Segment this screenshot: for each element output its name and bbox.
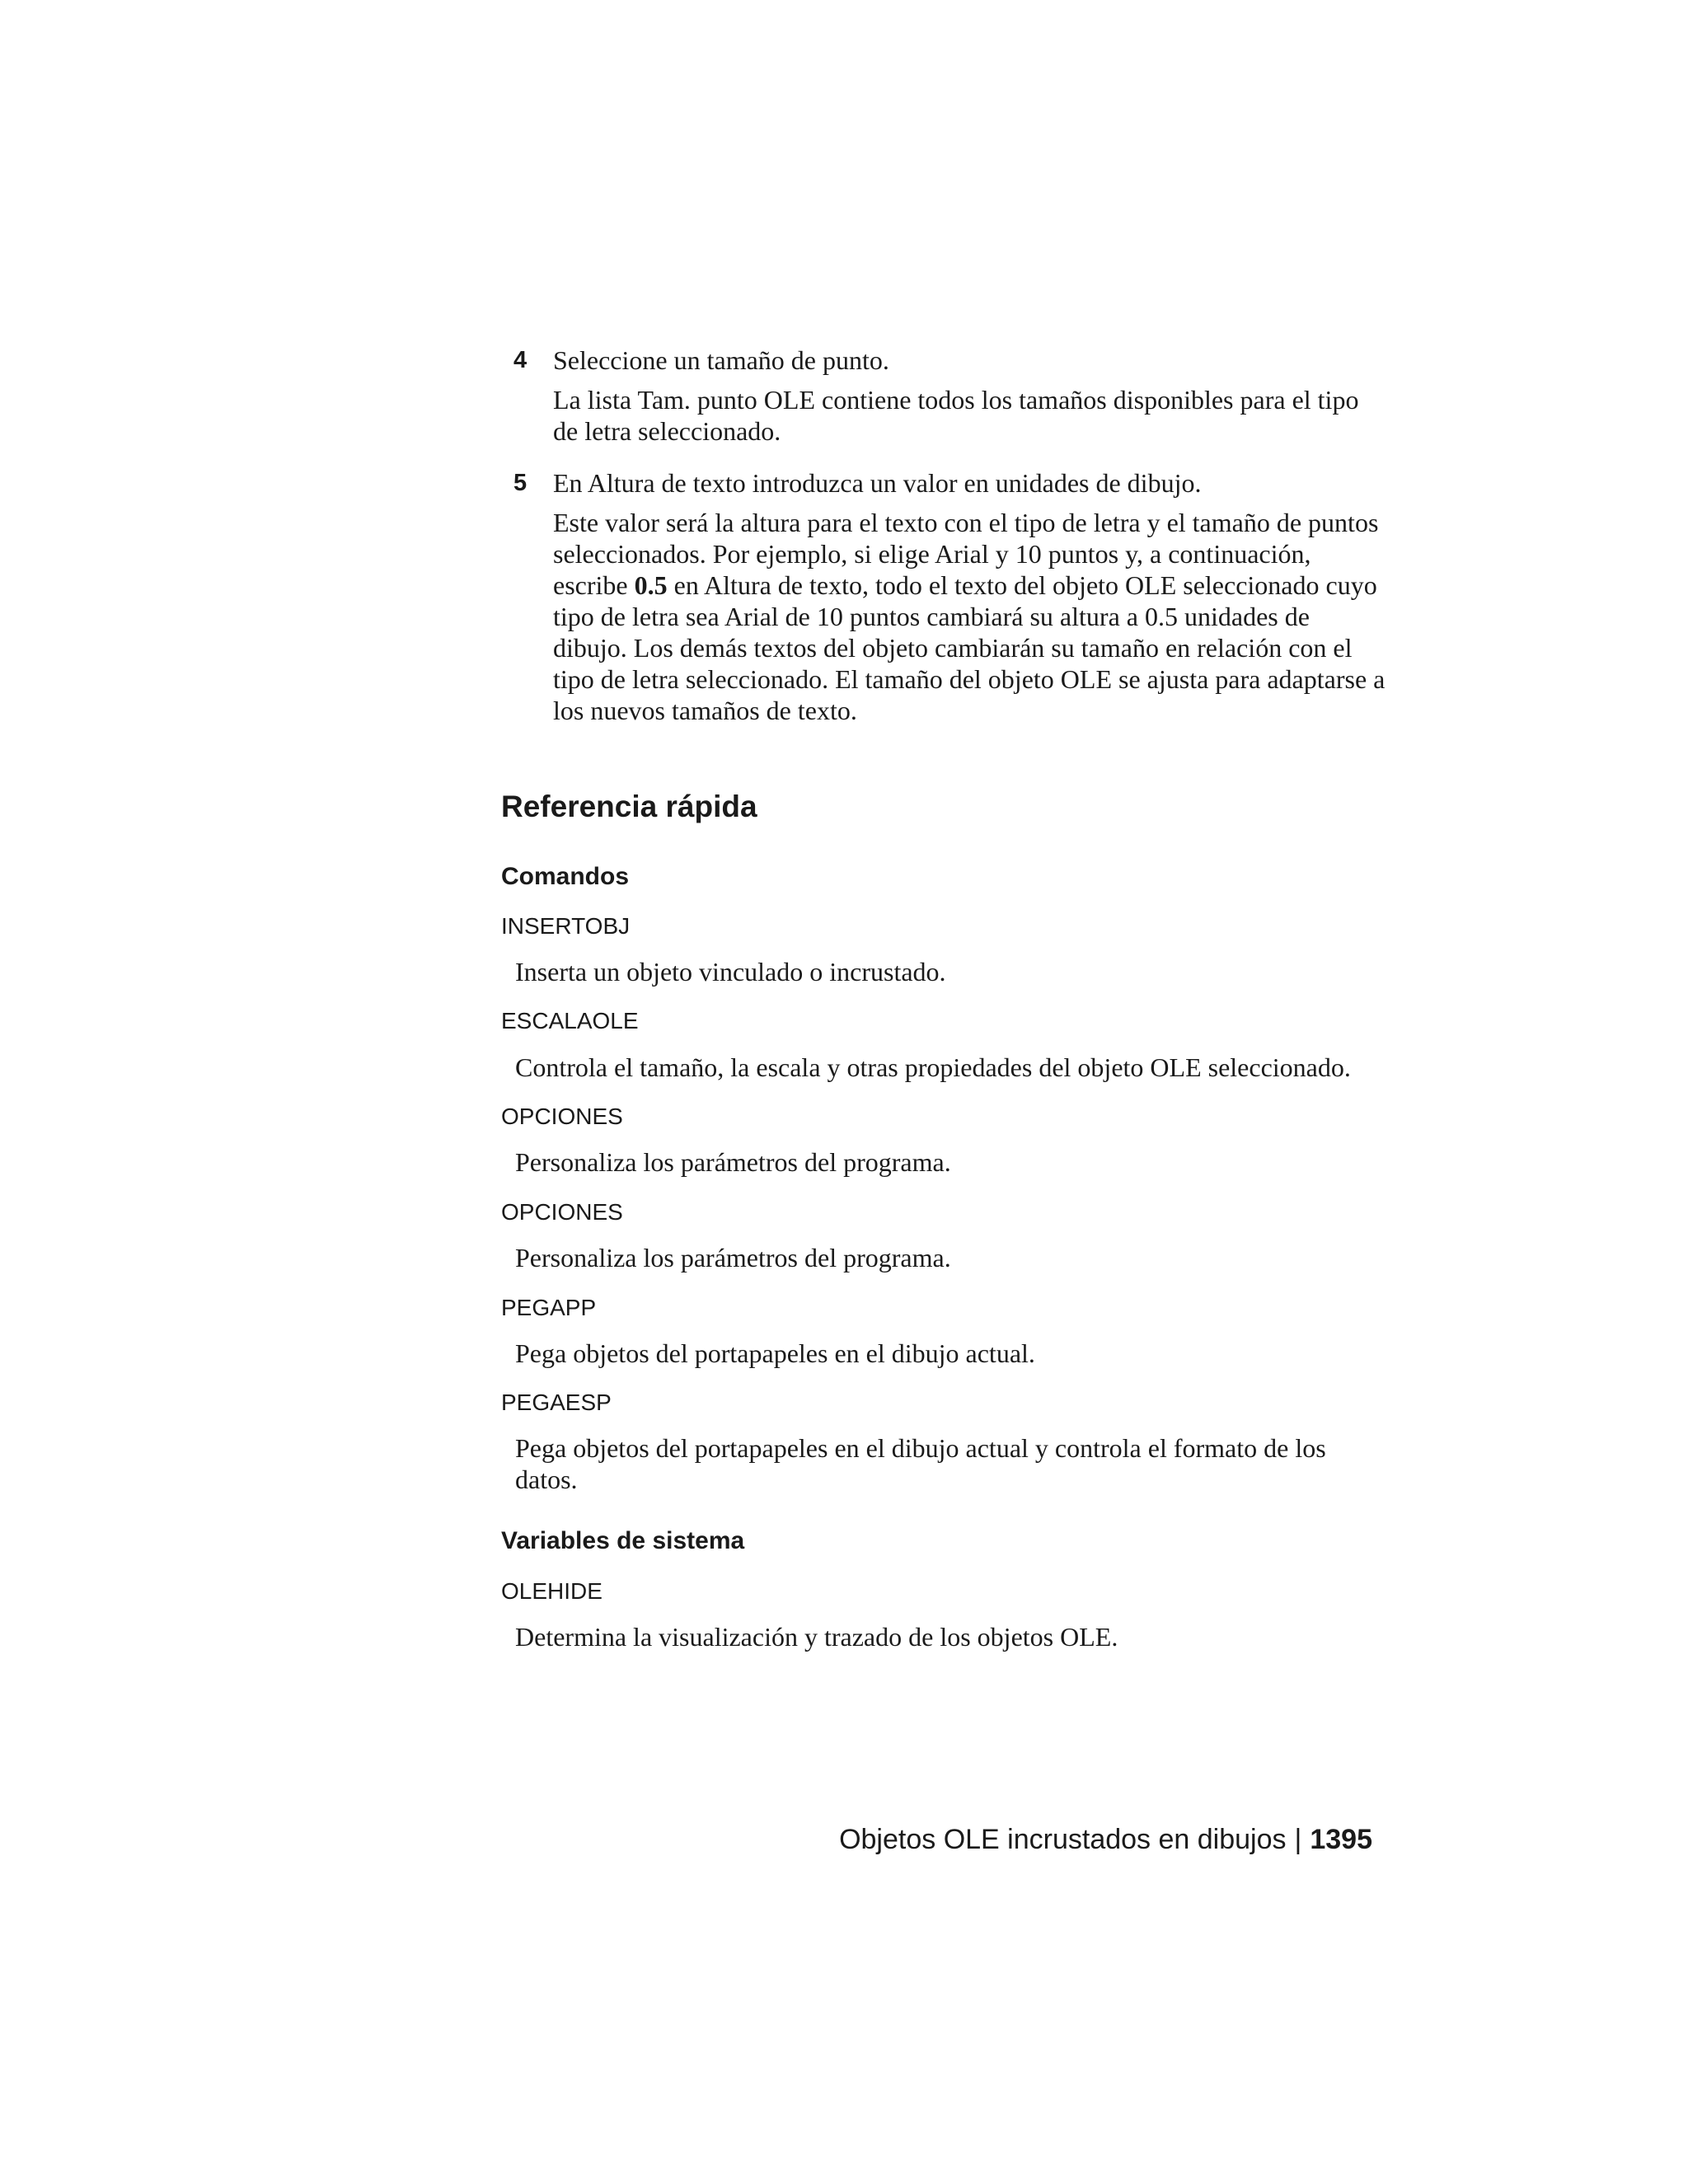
command-name: PEGAESP	[501, 1390, 612, 1415]
command-description: Inserta un objeto vinculado o incrustado.	[515, 957, 946, 987]
step-description-value: 0.5	[634, 570, 668, 600]
step-5	[513, 467, 1387, 726]
command-description: Pega objetos del portapapeles en el dibujo actual.	[515, 1338, 1035, 1368]
command-description: Personaliza los parámetros del programa.	[515, 1243, 951, 1272]
footer-separator: |	[1294, 1824, 1302, 1855]
step-description-part: en Altura de texto, todo el texto del objeto OLE seleccionado cuyo tipo de letra sea Arial de 10 puntos cambiará su altura a 0.5 unidades de dibujo. Los demás textos del objeto cambiarán su tamaño en relación con el tipo de letra seleccionado. El tamaño del objeto OLE se ajusta para adaptarse a los nuevos tamaños de texto.	[553, 570, 1386, 725]
step-description-part: Este valor será la altura para el texto con el tipo de letra y el tamaño de puntos seleccionados. Por ejemplo, si elige Arial y 10 puntos y, a continuación, escribe	[553, 508, 1379, 600]
step-description: La lista Tam. punto OLE contiene todos los tamaños disponibles para el tipo de letra seleccionado.	[553, 385, 1359, 446]
section-heading: Referencia rápida	[501, 790, 757, 823]
step-number: 4	[513, 347, 528, 373]
command-name: ESCALAOLE	[501, 1008, 639, 1033]
command-name: PEGAPP	[501, 1295, 597, 1320]
step-number: 5	[513, 470, 528, 496]
sysvars-heading: Variables de sistema	[501, 1527, 745, 1554]
step-description	[553, 507, 1387, 726]
commands-heading: Comandos	[501, 863, 630, 890]
command-description: Pega objetos del portapapeles en el dibujo actual y controla el formato de los datos.	[515, 1433, 1326, 1494]
command-description: Controla el tamaño, la escala y otras propiedades del objeto OLE seleccionado.	[515, 1052, 1351, 1082]
command-name: INSERTOBJ	[501, 913, 631, 939]
page-number: 1395	[1310, 1824, 1372, 1855]
sysvar-name: OLEHIDE	[501, 1578, 603, 1604]
chapter-title: Objetos OLE incrustados en dibujos	[839, 1824, 1287, 1855]
sysvar-description: Determina la visualización y trazado de los objetos OLE.	[515, 1622, 1118, 1652]
command-name: OPCIONES	[501, 1104, 623, 1129]
step-4	[513, 344, 1387, 447]
step-instruction: En Altura de texto introduzca un valor en unidades de dibujo.	[553, 468, 1202, 498]
command-name: OPCIONES	[501, 1199, 623, 1225]
step-instruction: Seleccione un tamaño de punto.	[553, 345, 889, 375]
page-footer	[839, 1823, 1372, 1856]
command-description: Personaliza los parámetros del programa.	[515, 1147, 951, 1177]
